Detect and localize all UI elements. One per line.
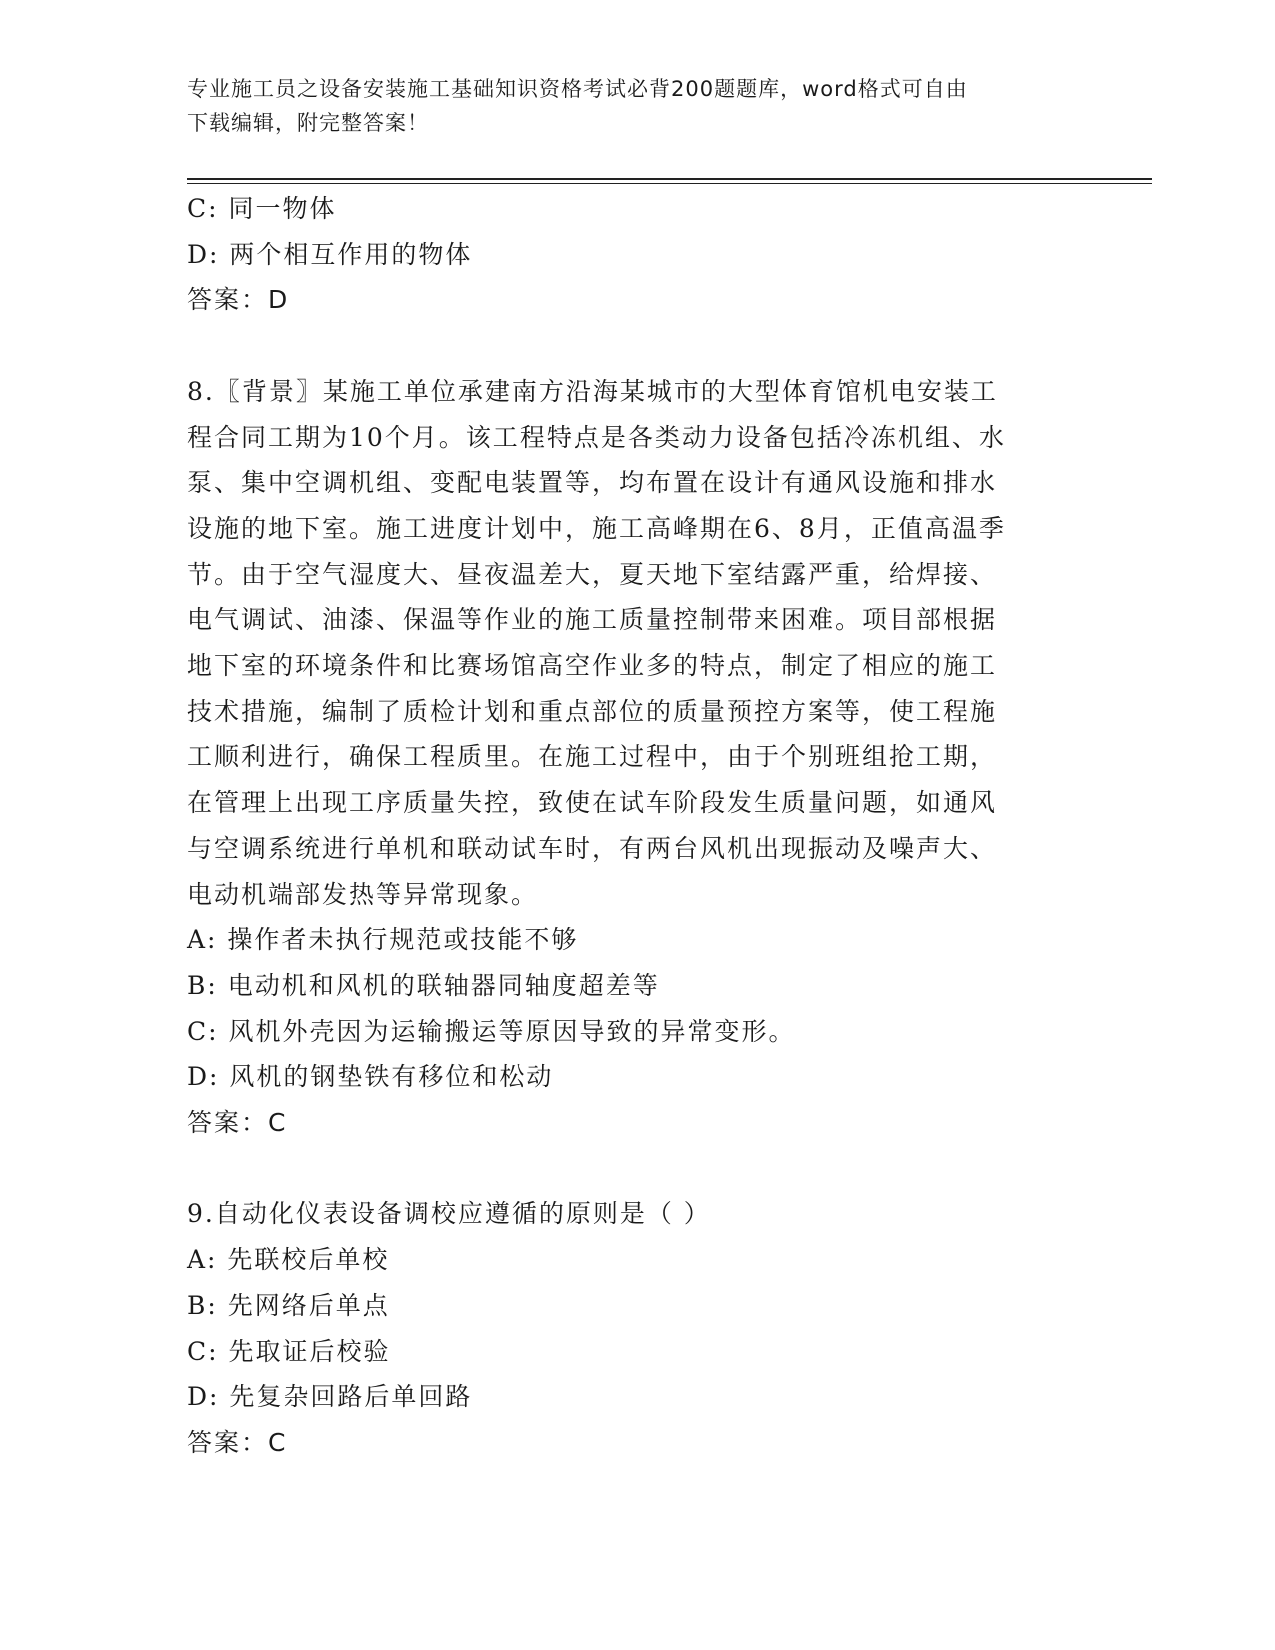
question-stem-line: 技术措施，编制了质检计划和重点部位的质量预控方案等，使工程施 <box>187 696 998 726</box>
option-c: C: 同一物体 <box>187 194 337 223</box>
answer: 答案：D <box>187 285 290 315</box>
question-8 <box>187 369 1067 1146</box>
question-stem-line: 节。由于空气湿度大、昼夜温差大，夏天地下室结露严重，给焊接、 <box>187 559 998 589</box>
spacer <box>187 1146 1067 1192</box>
option-b: B: 先网络后单点 <box>187 1290 390 1320</box>
option-b: B: 电动机和风机的联轴器同轴度超差等 <box>187 970 660 1000</box>
question-stem: 9.自动化仪表设备调校应遵循的原则是（ ） <box>187 1199 711 1229</box>
question-stem-line: 8.〖背景〗某施工单位承建南方沿海某城市的大型体育馆机电安装工 <box>187 376 998 406</box>
answer: 答案：C <box>187 1427 288 1457</box>
header-line-1: 专业施工员之设备安装施工基础知识资格考试必背200题题库，word格式可自由 <box>187 77 968 101</box>
question-stem-line: 与空调系统进行单机和联动试车时，有两台风机出现振动及噪声大、 <box>187 833 998 863</box>
header-line-2: 下载编辑，附完整答案！ <box>187 111 429 135</box>
spacer <box>187 323 1067 369</box>
option-d: D: 两个相互作用的物体 <box>187 239 473 269</box>
option-d: D: 先复杂回路后单回路 <box>187 1382 473 1412</box>
question-stem-line: 在管理上出现工序质量失控，致使在试车阶段发生质量问题，如通风 <box>187 788 998 818</box>
question-stem-line: 程合同工期为10个月。该工程特点是各类动力设备包括冷冻机组、水 <box>187 422 1006 452</box>
option-c: C: 风机外壳因为运输搬运等原因导致的异常变形。 <box>187 1016 796 1046</box>
question-stem-line: 工顺利进行，确保工程质里。在施工过程中，由于个别班组抢工期， <box>187 742 998 772</box>
header-divider-thin <box>187 183 1152 184</box>
question-stem-line: 泵、集中空调机组、变配电装置等，均布置在设计有通风设施和排水 <box>187 468 998 498</box>
document-body <box>187 186 1067 1466</box>
option-a: A: 操作者未执行规范或技能不够 <box>187 925 579 955</box>
question-9 <box>187 1191 1067 1465</box>
question-7 <box>187 186 1067 323</box>
option-c: C: 先取证后校验 <box>187 1336 391 1366</box>
header-divider-thick <box>187 178 1152 180</box>
question-stem-line: 地下室的环境条件和比赛场馆高空作业多的特点，制定了相应的施工 <box>187 651 998 681</box>
answer: 答案：C <box>187 1108 288 1138</box>
option-a: A: 先联校后单校 <box>187 1245 390 1275</box>
page-header <box>187 72 1087 140</box>
question-stem-line: 电动机端部发热等异常现象。 <box>187 879 539 909</box>
question-stem-line: 电气调试、油漆、保温等作业的施工质量控制带来困难。项目部根据 <box>187 605 998 635</box>
option-d: D: 风机的钢垫铁有移位和松动 <box>187 1062 554 1092</box>
question-stem-line: 设施的地下室。施工进度计划中，施工高峰期在6、8月，正值高温季 <box>187 513 1006 543</box>
